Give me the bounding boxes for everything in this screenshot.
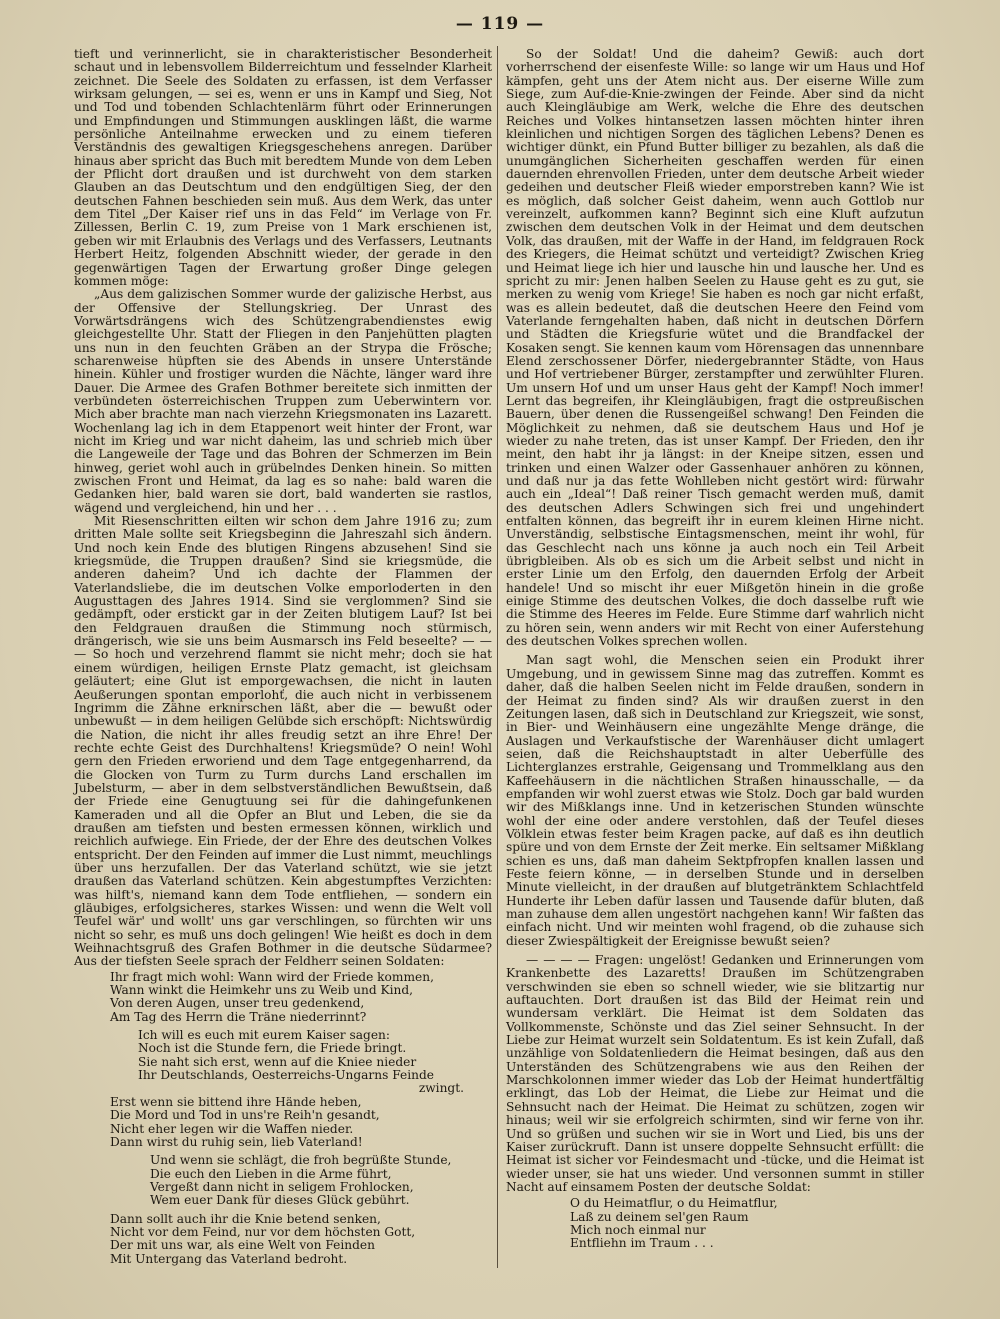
article-paragraph: — — — — Fragen: ungelöst! Gedanken und Erinnerungen vom Krankenbette des Lazaretts! Draußen im Schützengraben verschwinden sie eben so schnell wieder, wie sie blitzartig nur auftauchten. Dort draußen ist das Bild der Heimat rein und wundersam verklärt. Die Heimat ist dem Soldaten das Vollkommenste, Schönste und das Ziel seiner Sehnsucht. In der Liebe zur Heimat wurzelt sein Soldatentum. Es ist kein Zufall, daß unzählige von Soldatenliedern die Heimat besingen, daß aus den Unterständen des Schützengrabens wie aus den Reihen der Marschkolonnen immer wieder das Lob der Heimat hundertfältig erklingt, das Lob der Heimat, die Liebe zur Heimat und die Sehnsucht nach der Heimat. Die Heimat zu schützen, zogen wir hinaus; weil wir sie erfolgreich schirmten, sind wir ferne von ihr. Und so grüßen und suchen wir sie in Wort und Lied, bis uns der Kaiser zurückruft. Dann ist unsere doppelte Sehnsucht erfüllt: die Heimat ist sicher vor Feindesmacht und -tücke, und die Heimat ist wieder unser, sie hat uns wieder. Und versonnen summt in stiller Nacht auf einsamem Posten der deutsche Soldat:	[506, 953, 924, 1194]
poem-line: Mit Untergang das Vaterland bedroht.	[110, 1251, 348, 1266]
poem-line: Laß zu deinem sel'gen Raum	[570, 1209, 749, 1224]
article-paragraph: Mit Riesenschritten eilten wir schon dem Jahre 1916 zu; zum dritten Male sollte seit Kriegsbeginn die Jahreszahl sich ändern. Und noch kein Ende des blutigen Ringens abzusehen! Sind sie kriegsmüde, die Truppen draußen? Sind sie kriegsmüde, die anderen daheim? Und ich dachte der Flammen der Vaterlandsliebe, die im deutschen Volke emporloderten in den Augusttagen des Jahres 1914. Sind sie verglommen? Sind sie gedämpft, oder erstickt gar in der Zeiten blutigem Lauf? Ist bei den Feldgrauen draußen die Stimmung noch stürmisch, drängerisch, wie sie uns beim Ausmarsch ins Feld beseelte? — — — So hoch und verzehrend flammt sie nicht mehr; doch sie hat einem würdigen, heiligen Ernste Platz gemacht, ist gleichsam geläutert; eine Glut ist emporgewachsen, die nicht in lauten Aeußerungen spontan emporlohť, die auch nicht in verbissenem Ingrimm die Zähne erknirschen läßt, aber die — bewußt oder unbewußt — in dem heiligen Gelübde sich erschöpft: Nichtswürdig die Nation, die nicht ihr alles freudig setzt an ihre Ehre! Der rechte echte Geist des Durchhaltens! Kriegsmüde? O nein! Wohl gern den Frieden erworiend und dem Tage entgegenharrend, da die Glocken von Turm zu Turm durchs Land erschallen im Jubelsturm, — aber in dem selbstverständlichen Bewußtsein, daß der Friede eine Genugtuung sei für die dahingefunkenen Kameraden und all die Opfer an Blut und Leben, die sie da draußen am tiefsten und besten ermessen können, wirklich und reichlich aufwiege. Ein Friede, der der Ehre des deutschen Volkes entspricht. Der den Feinden auf immer die Lust nimmt, meuchlings über uns herzufallen. Der das Vaterland schützt, wie sie jetzt draußen das Vaterland schützen. Kein abgestumpftes Verzichten: was hilft's, niemand kann dem Tode entfliehen, — sondern ein gläubiges, erfolgsicheres, starkes Wissen: und wenn die Welt voll Teufel wär' und wollt' uns gar verschlingen, so fürchten wir uns nicht so sehr, es muß uns doch gelingen! Wie heißt es doch in dem Weihnachtsgruß des Grafen Bothmer in die deutsche Südarmee? Aus der tiefsten Seele sprach der Feldherr seinen Soldaten:	[74, 514, 492, 969]
poem-line: Wann winkt die Heimkehr uns zu Weib und Kind,	[110, 983, 414, 998]
poem-line: Und wenn sie schlägt, die froh begrüßte Stunde,	[150, 1153, 452, 1168]
left-column	[74, 48, 492, 1268]
poem-line: Mich noch einmal nur	[570, 1222, 706, 1237]
poem-line: Ihr fragt mich wohl: Wann wird der Friede kommen,	[110, 969, 434, 984]
poem-line: Noch ist die Stunde fern, die Friede bringt.	[138, 1041, 407, 1056]
poem-line: Dann wirst du ruhig sein, lieb Vaterland!	[110, 1134, 363, 1149]
poem-line: Dann sollt auch ihr die Knie betend senken,	[110, 1211, 381, 1226]
poem-line: Vergeßt dann nicht in seligem Frohlocken,	[150, 1179, 414, 1194]
poem-line: Die Mord und Tod in uns're Reih'n gesandt,	[110, 1108, 380, 1123]
article-paragraph: „Aus dem galizischen Sommer wurde der galizische Herbst, aus der Offensive der Stellungskrieg. Der Unrast des Vorwärtsdrängens wich des Schützengrabendienstes ewig gleichgestellte Uhr. Statt der Fliegen in den Panjehütten plagten uns nun in den feuchten Gräben an der Strypa die Frösche; scharenweise hüpften sie des Abends in unsere Unterstände hinein. Kühler und frostiger wurden die Nächte, länger ward ihre Dauer. Die Armee des Grafen Bothmer bereitete sich inmitten der verbündeten österreichischen Truppen zum Ueberwintern vor. Mich aber brachte man nach vierzehn Kriegsmonaten ins Lazarett. Wochenlang lag ich in dem Etappenort weit hinter der Front, war nicht im Krieg und war nicht daheim, las und schrieb mich über die Langeweile der Tage und das Bohren der Schmerzen im Bein hinweg, geriet wohl auch in grübelndes Denken hinein. So mitten zwischen Front und Heimat, da lag es so nahe: bald waren die Gedanken hier, bald waren sie dort, bald wanderten sie rastlos, wägend und vergleichend, hin und her . . .	[74, 287, 492, 515]
poem-line: O du Heimatflur, o du Heimatflur,	[570, 1196, 778, 1211]
poem-line: Nicht vor dem Feind, nur vor dem höchsten Gott,	[110, 1224, 416, 1239]
article-paragraph: Man sagt wohl, die Menschen seien ein Produkt ihrer Umgebung, und in gewissem Sinne mag das zutreffen. Kommt es daher, daß die halben Seelen nicht im Felde draußen, sondern in der Heimat zu finden sind? Als wir draußen zuerst in den Zeitungen lasen, daß sich in Deutschland zur Kriegszeit, wie sonst, in Bier- und Weinhäusern eine ungezählte Menge dränge, die Auslagen und Verkaufstische der Warenhäuser dicht umlagert seien, daß die Reichshauptstadt in alter Ueberfülle des Lichterglanzes erstrahle, Geigensang und Trommelklang aus den Kaffeehäusern in die nächtlichen Straßen hinausschalle, — da empfanden wir wohl zuerst etwas wie Stolz. Doch gar bald wurden wir des Mißklangs inne. Und in ketzerischen Stunden wünschte wohl der eine oder andere verstohlen, daß der Teufel dieses Völklein etwas fester beim Kragen packe, auf daß es ihn deutlich spüre und von dem Ernste der Zeit merke. Ein seltsamer Mißklang schien es uns, daß man daheim Sektpfropfen knallen lassen und Feste feiern könne, — in derselben Stunde und in derselben Minute vielleicht, in der draußen auf blutgetränktem Schlachtfeld Hunderte ihr Leben dafür lassen und Tausende dafür bluten, daß man zuhause dem allen ungestört nachgehen kann! Wir faßten das einfach nicht. Und wir meinten wohl fragend, ob die zuhause sich dieser Zwiespältigkeit der Ereignisse bewußt seien?	[506, 653, 924, 948]
poem-line: Der mit uns war, als eine Welt von Feinden	[110, 1238, 375, 1253]
column-divider	[497, 46, 498, 1268]
poem-line: zwingt.	[418, 1081, 464, 1096]
poem-line: Sie naht sich erst, wenn auf die Kniee nieder	[138, 1054, 417, 1069]
poem-line: Ihr Deutschlands, Oesterreichs-Ungarns Feinde	[138, 1068, 434, 1083]
poem-line: Wem euer Dank für dieses Glück gebührt.	[150, 1193, 410, 1208]
intro-paragraph: tieft und verinnerlicht, sie in charakteristischer Besonderheit schaut und in lebensvollem Bilderreichtum und fesselnder Klarheit zeichnet. Die Seele des Soldaten zu erfassen, ist dem Verfasser wirksam gelungen, — sei es, wenn er uns in Kampf und Sieg, Not und Tod und tobenden Schlachtenlärm führt oder Erinnerungen und Empfindungen und Stimmungen ausklingen läßt, die warme persönliche Anteilnahme erwecken und zu einem tieferen Verständnis des gewaltigen Kriegsgeschehens anregen. Darüber hinaus aber spricht das Buch mit beredtem Munde von dem Leben der Pflicht dort draußen und ist durchweht von dem starken Glauben an das Deutschtum und den endgültigen Sieg, der den deutschen Fahnen beschieden sein muß. Aus dem Werk, das unter dem Titel „Der Kaiser rief uns in das Feld“ im Verlage von Fr. Zillessen, Berlin C. 19, zum Preise von 1 Mark erschienen ist, geben wir mit Erlaubnis des Verlags und des Verfassers, Leutnants Herbert Heitz, folgenden Abschnitt wieder, der gerade in den gegenwärtigen Tagen der Erwartung großer Dinge gelegen kommen möge:	[74, 47, 492, 288]
poem-line: Die euch den Lieben in die Arme führt,	[150, 1166, 392, 1181]
poem-line: Am Tag des Herrn die Träne niederrinnt?	[110, 1009, 367, 1024]
article-paragraph: So der Soldat! Und die daheim? Gewiß: auch dort vorherrschend der eisenfeste Wille: so lange wir um Haus und Hof kämpfen, geht uns der Atem nicht aus. Der eiserne Wille zum Siege, zum Auf-die-Knie-zwingen der Feinde. Aber sind da nicht auch Kleingläubige am Werk, welche die Ehre des deutschen Reiches und Volkes hintansetzen lassen möchten hinter ihren kleinlichen und nichtigen Sorgen des täglichen Lebens? Denen es wichtiger dünkt, ein Pfund Butter billiger zu bezahlen, als daß die unumgänglichen Sicherheiten geschaffen werden für einen dauernden ehrenvollen Frieden, unter dem deutsche Arbeit wieder gedeihen und deutscher Fleiß wieder emporstreben kann? Wie ist es möglich, daß solcher Geist daheim, wenn auch Gottlob nur vereinzelt, aufkommen kann? Beginnt sich eine Kluft aufzutun zwischen dem deutschen Volk in der Heimat und dem deutschen Volk, das draußen, mit der Waffe in der Hand, im feldgrauen Rock des Kriegers, die Heimat schützt und verteidigt? Zwischen Krieg und Heimat liege ich hier und lausche hin und lausche her. Und es spricht zu mir: Jenen halben Seelen zu Hause geht es zu gut, sie merken zu wenig vom Kriege! Sie haben es noch gar nicht erfaßt, was es allein bedeutet, daß die deutschen Heere den Feind vom Vaterlande ferngehalten haben, daß nicht in deutschen Dörfern und Städten die Kriegsfurie wütet und die Brandfackel der Kosaken sengt. Sie kennen kaum vom Hörensagen das unnennbare Elend zerschossener Dörfer, niedergebrannter Städte, von Haus und Hof vertriebener Bürger, zerstampfter und zerwühlter Fluren. Um unsern Hof und um unser Haus geht der Kampf! Noch immer! Lernt das begreifen, ihr Kleingläubigen, fragt die ostpreußischen Bauern, über denen die Russengeißel schwang! Den Feinden die Möglichkeit zu nehmen, daß sie deutschem Haus und Hof je wieder zu nahe treten, das ist unser Kampf. Der Frieden, den ihr meint, den habt ihr ja längst: in der Kneipe sitzen, essen und trinken und einen Walzer oder Gassenhauer anhören zu können, und daß nur ja das fette Wohlleben nicht gestört wird: fürwahr auch ein „Ideal“! Daß reiner Tisch gemacht werden muß, damit des deutschen Adlers Schwingen sich frei und ungehindert entfalten können, das begreift ihr in eurem kleinen Hirne nicht. Unverständig, selbstische Eintagsmenschen, meint ihr wohl, für das Geschlecht nach uns könne ja auch noch ein Teil Arbeit übrigbleiben. Als ob es sich um die Arbeit selbst und nicht in erster Linie um den Erfolg, den dauernden Erfolg der Arbeit handele! Und so mischt ihr euer Mißgetön hinein in die große einige Stimme des deutschen Volkes, die doch dasselbe ruft wie die Stimme des Heeres im Felde. Eure Stimme darf wahrlich nicht zu hören sein, wenn anders wir mit Recht von einer Auferstehung des deutschen Volkes sprechen wollen.	[506, 47, 924, 649]
poem-line: Nicht eher legen wir die Waffen nieder.	[110, 1121, 354, 1136]
poem-line: Von deren Augen, unser treu gedenkend,	[110, 996, 365, 1011]
poem-line: Erst wenn sie bittend ihre Hände heben,	[110, 1094, 362, 1109]
poem-line: Ich will es euch mit eurem Kaiser sagen:	[138, 1028, 390, 1043]
page-number: — 119 —	[455, 14, 545, 34]
poem-line: Entfliehn im Traum . . .	[570, 1236, 714, 1251]
christmas-poem	[74, 971, 492, 1266]
right-column	[506, 48, 924, 1253]
heimat-poem	[506, 1197, 924, 1250]
